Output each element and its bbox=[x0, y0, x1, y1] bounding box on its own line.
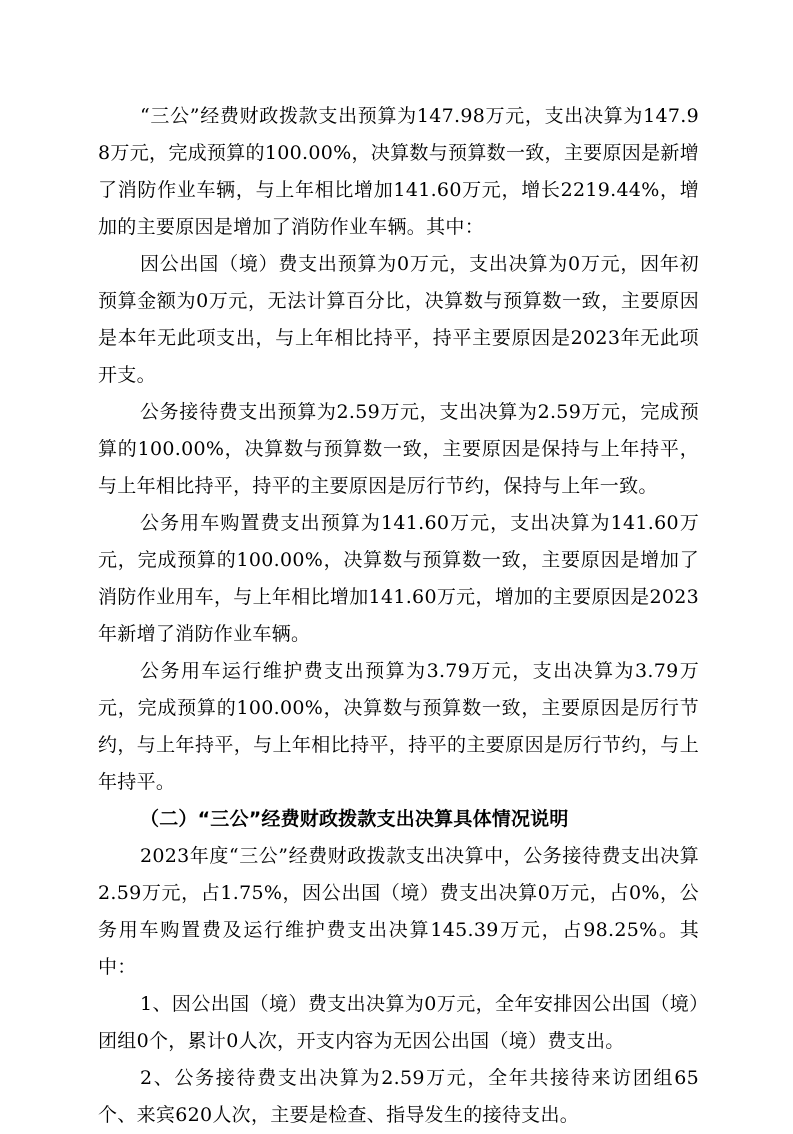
paragraph-item-reception: 2、公务接待费支出决算为2.59万元，全年共接待来访团组65个、来宾620人次，主要是检查、指导发生的接待支出。 bbox=[98, 1067, 699, 1126]
paragraph-overseas-travel: 因公出国（境）费支出预算为0万元，支出决算为0万元，因年初预算金额为0万元，无法计算百分比，决算数与预算数一致，主要原因是本年无此项支出，与上年相比持平，持平主要原因是2023年无此项开支。 bbox=[98, 253, 699, 386]
paragraph-vehicle-maintenance: 公务用车运行维护费支出预算为3.79万元，支出决算为3.79万元，完成预算的100.00%，决算数与预算数一致，主要原因是厉行节约，与上年持平，与上年相比持平，持平的主要原因是厉行节约，与上年持平。 bbox=[98, 660, 699, 793]
paragraph-overview: “三公”经费财政拨款支出预算为147.98万元，支出决算为147.98万元，完成预算的100.00%，决算数与预算数一致，主要原因是新增了消防作业车辆，与上年相比增加141.60万元，增长2219.44%，增加的主要原因是增加了消防作业车辆。其中： bbox=[98, 105, 699, 238]
document-body bbox=[98, 98, 699, 1134]
paragraph-section-summary: 2023年度“三公”经费财政拨款支出决算中，公务接待费支出决算2.59万元，占1.75%，因公出国（境）费支出决算0万元，占0%，公务用车购置费及运行维护费支出决算145.39万元，占98.25%。其中： bbox=[98, 845, 699, 978]
paragraph-reception: 公务接待费支出预算为2.59万元，支出决算为2.59万元，完成预算的100.00%，决算数与预算数一致，主要原因是保持与上年持平，与上年相比持平，持平的主要原因是厉行节约，保持与上年一致。 bbox=[98, 401, 699, 497]
paragraph-vehicle-purchase: 公务用车购置费支出预算为141.60万元，支出决算为141.60万元，完成预算的100.00%，决算数与预算数一致，主要原因是增加了消防作业用车，与上年相比增加141.60万元，增加的主要原因是2023年新增了消防作业车辆。 bbox=[98, 512, 699, 645]
section-heading: （二）“三公”经费财政拨款支出决算具体情况说明 bbox=[140, 808, 569, 830]
paragraph-item-overseas: 1、因公出国（境）费支出决算为0万元，全年安排因公出国（境）团组0个，累计0人次，开支内容为无因公出国（境）费支出。 bbox=[98, 993, 699, 1052]
